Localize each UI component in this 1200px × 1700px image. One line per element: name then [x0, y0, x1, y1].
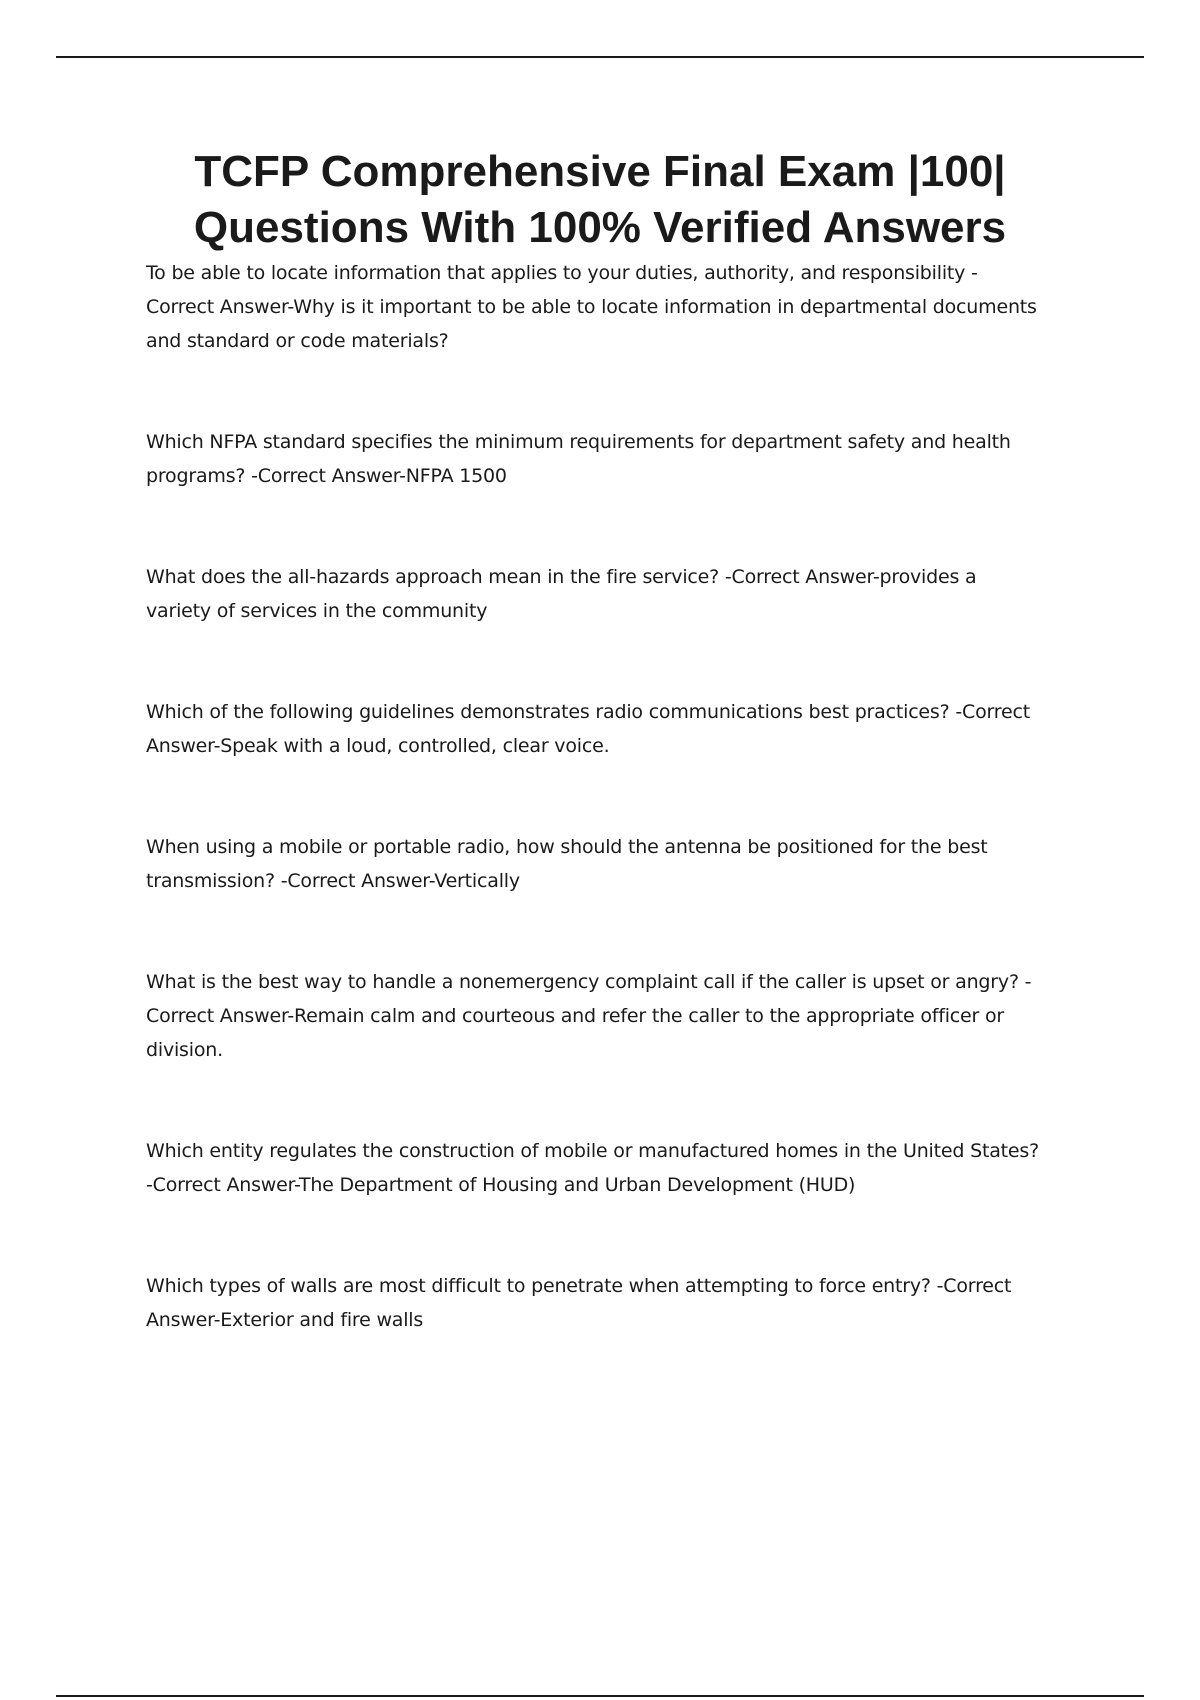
- qa-line: To be able to locate information that applies to your duties, authority, and responsibility -: [146, 262, 978, 284]
- qa-list: [146, 256, 1096, 1404]
- qa-line: Which of the following guidelines demonstrates radio communications best practices? -Correct: [146, 701, 1030, 723]
- qa-line: programs? -Correct Answer-NFPA 1500: [146, 465, 507, 487]
- qa-item: [146, 560, 1096, 628]
- qa-line: Answer-Exterior and fire walls: [146, 1309, 424, 1331]
- qa-item: [146, 1269, 1096, 1337]
- qa-line: Which types of walls are most difficult to penetrate when attempting to force entry? -Correct: [146, 1275, 1012, 1297]
- title-line-1: TCFP Comprehensive Final Exam |100|: [194, 147, 1006, 196]
- qa-line: Which entity regulates the construction of mobile or manufactured homes in the United States?: [146, 1140, 1039, 1162]
- qa-item: [146, 425, 1096, 493]
- qa-line: When using a mobile or portable radio, how should the antenna be positioned for the best: [146, 836, 988, 858]
- qa-item: [146, 695, 1096, 763]
- document-title: [0, 144, 1200, 256]
- qa-item: [146, 1134, 1096, 1202]
- qa-line: Answer-Speak with a loud, controlled, clear voice.: [146, 735, 610, 757]
- qa-line: variety of services in the community: [146, 600, 488, 622]
- qa-line: transmission? -Correct Answer-Vertically: [146, 870, 520, 892]
- qa-line: Which NFPA standard specifies the minimum requirements for department safety and health: [146, 431, 1011, 453]
- qa-line: Correct Answer-Remain calm and courteous and refer the caller to the appropriate officer or: [146, 1005, 1005, 1027]
- title-line-2: Questions With 100% Verified Answers: [193, 203, 1007, 252]
- qa-item: [146, 965, 1096, 1067]
- qa-line: What is the best way to handle a nonemergency complaint call if the caller is upset or angry? -: [146, 971, 1032, 993]
- qa-line: Correct Answer-Why is it important to be able to locate information in departmental documents: [146, 296, 1037, 318]
- qa-item: [146, 256, 1096, 358]
- qa-line: and standard or code materials?: [146, 330, 449, 352]
- qa-line: What does the all-hazards approach mean in the fire service? -Correct Answer-provides a: [146, 566, 977, 588]
- top-divider: [56, 56, 1144, 58]
- bottom-divider: [56, 1695, 1144, 1697]
- qa-line: division.: [146, 1039, 223, 1061]
- qa-line: -Correct Answer-The Department of Housing and Urban Development (HUD): [146, 1174, 856, 1196]
- qa-item: [146, 830, 1096, 898]
